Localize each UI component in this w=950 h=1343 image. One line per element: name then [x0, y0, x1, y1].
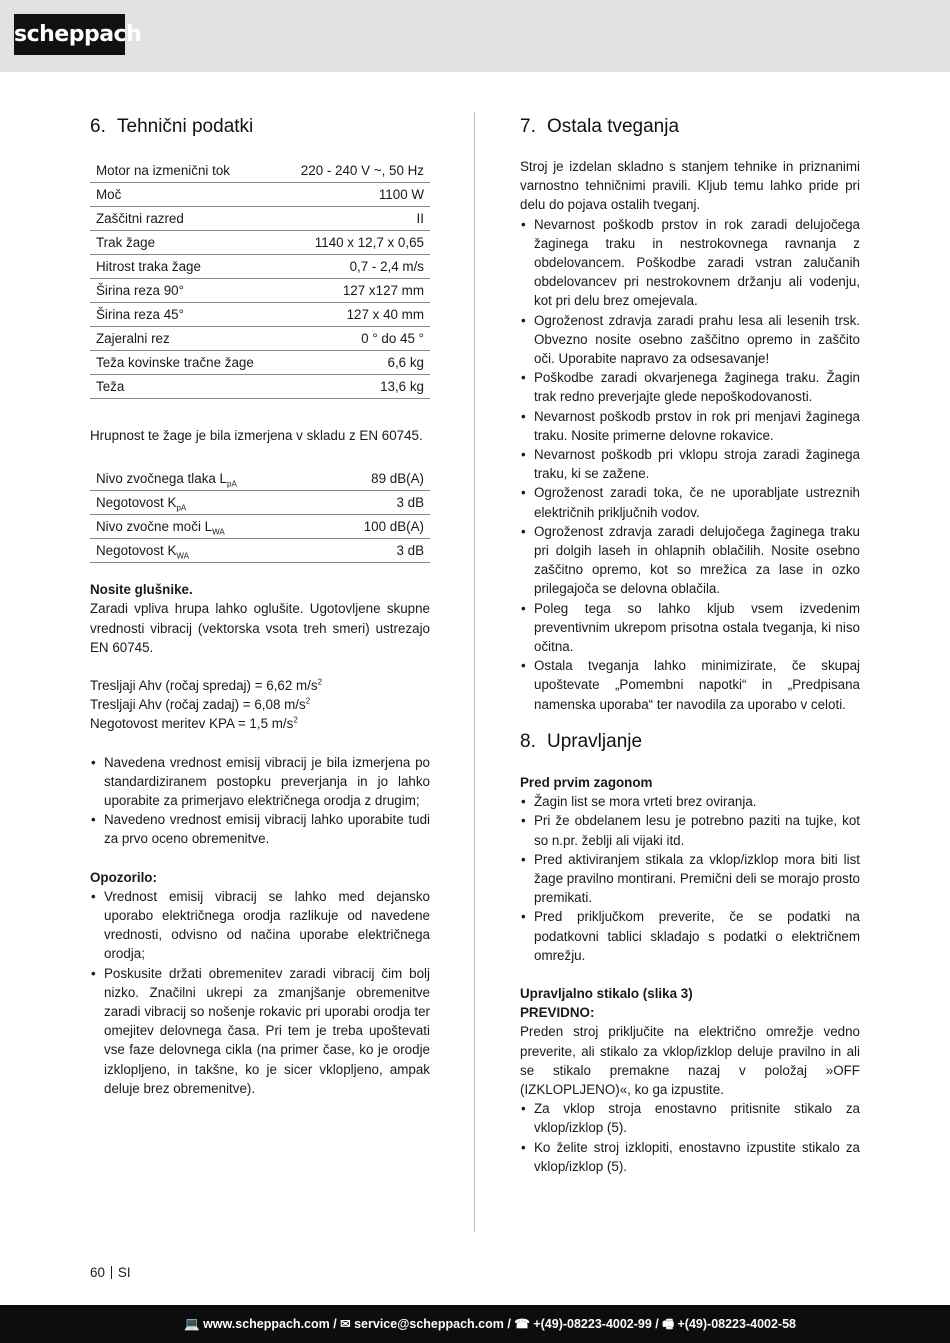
list-item: • Nevarnost poškodb pri vklopu stroja zaradi žaginega traku, ki se zažene.	[520, 445, 860, 483]
spec-label: Širina reza 90°	[90, 279, 279, 303]
noise-table	[90, 467, 430, 563]
switch-list	[520, 1099, 860, 1176]
spec-label: Trak žage	[90, 231, 279, 255]
table-row	[90, 207, 430, 231]
noise-value: 100 dB(A)	[321, 515, 430, 539]
table-row	[90, 231, 430, 255]
table-row	[90, 183, 430, 207]
table-row	[90, 467, 430, 491]
section-8-heading: 8. Upravljanje	[520, 730, 643, 752]
section-6-heading: 6. Tehnični podatki	[90, 116, 254, 137]
list-item: • Ogroženost zdravja zaradi delujočega žaginega traku pri dolgih laseh in ohlapnih oblačilih. Nosite osebno zaščitno opremo, kot so mrežica za lase in ozko prilegajoča se delovna oblačila.	[520, 522, 860, 599]
spec-value: 127 x127 mm	[279, 279, 430, 303]
list-item: • Nevarnost poškodb prstov in rok pri menjavi žaginega traku. Nosite primerne delovne rokavice.	[520, 407, 860, 445]
header-band	[0, 0, 950, 72]
risks-intro: Stroj je izdelan skladno s stanjem tehnike in priznanimi varnostno tehničnimi pravili. Kljub temu lahko pride pri delu do pojava ostalih tveganj.	[520, 159, 860, 213]
vibration-uncertainty: Negotovost meritev KPA = 1,5 $m/s^2$	[90, 715, 298, 732]
spec-value: 1140 x 12,7 x 0,65	[279, 231, 430, 255]
vibration-notes-list	[90, 753, 430, 849]
spec-value: 6,6 kg	[279, 351, 430, 375]
risks-list	[520, 215, 860, 714]
first-start-title: Pred prvim zagonom	[520, 774, 653, 790]
noise-label: Negotovost $K_{pA}$	[90, 491, 321, 515]
table-row	[90, 279, 430, 303]
column-divider	[474, 112, 475, 1232]
list-item: • Žagin list se mora vrteti brez oviranja.	[520, 792, 860, 811]
spec-value: 0 ° do 45 °	[279, 327, 430, 351]
list-item: • Poskusite držati obremenitev zaradi vibracij čim bolj nizko. Značilni ukrepi za zmanjšanje obremenitve zaradi vibracij so nošenje rokavic pri uporabi orodja ter omejitev delovnega časa. Pri tem je treba upoštevati vse faze delovnega cikla (na primer čase, ko je orodje izklopljeno, in takšne, ko je sicer vklopljeno, ampak deluje brez obremenitve).	[90, 964, 430, 1098]
table-row	[90, 303, 430, 327]
first-start-list	[520, 792, 860, 965]
spec-value: II	[279, 207, 430, 231]
ear-protection-text: Zaradi vpliva hrupa lahko oglušite. Ugotovljene skupne vrednosti vibracij (vektorska vsota treh smeri) ustrezajo EN 60745.	[90, 601, 430, 655]
warning-title: Opozorilo:	[90, 869, 157, 885]
noise-value: 3 dB	[321, 491, 430, 515]
list-item: • Navedeno vrednost emisij vibracij lahko uporabite tudi za prvo oceno obremenitve.	[90, 810, 430, 848]
table-row	[90, 351, 430, 375]
noise-label: Nivo zvočnega tlaka $L_{pA}$	[90, 467, 321, 491]
list-item: • Ogroženost zaradi toka, če ne uporabljate ustreznih električnih priključnih vodov.	[520, 483, 860, 521]
spec-value: 0,7 - 2,4 m/s	[279, 255, 430, 279]
spec-label: Teža kovinske tračne žage	[90, 351, 279, 375]
spec-value: 1100 W	[279, 183, 430, 207]
list-item: • Ko želite stroj izklopiti, enostavno izpustite stikalo za vklop/izklop (5).	[520, 1138, 860, 1176]
noise-value: 3 dB	[321, 539, 430, 563]
caution-title: PREVIDNO:	[520, 1005, 595, 1021]
table-row	[90, 515, 430, 539]
list-item: • Poškodbe zaradi okvarjenega žaginega traku. Žagin trak redno preverjajte glede nepoškodovanosti.	[520, 368, 860, 406]
spec-label: Širina reza 45°	[90, 303, 279, 327]
spec-label: Teža	[90, 375, 279, 399]
table-row	[90, 539, 430, 563]
vibration-rear: Tresljaji Ahv (ročaj zadaj) = 6,08 $m/s^2$	[90, 696, 311, 713]
table-row	[90, 159, 430, 183]
footer-contact-bar: 💻 www.scheppach.com / ✉ service@scheppach.com / ☎ +(49)-08223-4002-99 / 🖷 +(49)-08223-4002-58	[0, 1305, 950, 1343]
list-item: • Vrednost emisij vibracij se lahko med dejansko uporabo električnega orodja razlikuje od navedene vrednosti, odvisno od načina uporabe električnega orodja;	[90, 887, 430, 964]
tech-specs-table	[90, 159, 430, 399]
spec-value: 13,6 kg	[279, 375, 430, 399]
spec-label: Moč	[90, 183, 279, 207]
list-item: • Pred aktiviranjem stikala za vklop/izklop mora biti list žage pravilno montirani. Premični deli se morajo prosto premikati.	[520, 850, 860, 908]
list-item: • Pri že obdelanem lesu je potrebno paziti na tujke, kot so n.pr. žeblji ali vijaki itd.	[520, 811, 860, 849]
noise-label: Nivo zvočne moči $L_{WA}$	[90, 515, 321, 539]
noise-value: 89 dB(A)	[321, 467, 430, 491]
list-item: • Ogroženost zdravja zaradi prahu lesa ali lesenih trsk. Obvezno nosite osebno zaščitno opremo in zaščito oči. Uporabite napravo za odsesavanje!	[520, 311, 860, 369]
left-column	[90, 112, 430, 1098]
switch-title: Upravljalno stikalo (slika 3)	[520, 985, 693, 1001]
list-item: • Nevarnost poškodb prstov in rok zaradi delujočega žaginega traku in nestrokovnega ravnanja z obdelovancem. Poškodbe zaradi vstran zalučanih obdelovancev pri nestrokovnem držanju ali vodenju, kot pri delu brez omejevala.	[520, 215, 860, 311]
list-item: • Za vklop stroja enostavno pritisnite stikalo za vklop/izklop (5).	[520, 1099, 860, 1137]
table-row	[90, 491, 430, 515]
list-item: • Pred priključkom preverite, če se podatki na podatkovni tablici skladajo s podatki o električnem omrežju.	[520, 907, 860, 965]
spec-value: 220 - 240 V ~, 50 Hz	[279, 159, 430, 183]
list-item: • Poleg tega so lahko kljub vsem izvedenim preventivnim ukrepom prisotna ostala tveganja, ki niso očitna.	[520, 599, 860, 657]
spec-value: 127 x 40 mm	[279, 303, 430, 327]
right-column	[520, 112, 860, 1176]
table-row	[90, 375, 430, 399]
spec-label: Motor na izmenični tok	[90, 159, 279, 183]
noise-label: Negotovost $K_{WA}$	[90, 539, 321, 563]
list-item: • Navedena vrednost emisij vibracij je bila izmerjena po standardiziranem postopku preverjanja in jo lahko uporabite za primerjavo električnega orodja z drugim;	[90, 753, 430, 811]
spec-label: Zaščitni razred	[90, 207, 279, 231]
ear-protection-title: Nosite glušnike.	[90, 582, 193, 598]
table-row	[90, 327, 430, 351]
warning-list	[90, 887, 430, 1098]
brand-logo: scheppach	[14, 14, 125, 55]
section-7-heading: 7. Ostala tveganja	[520, 116, 680, 137]
noise-intro: Hrupnost te žage je bila izmerjena v skladu z EN 60745.	[90, 428, 423, 443]
spec-label: Zajeralni rez	[90, 327, 279, 351]
spec-label: Hitrost traka žage	[90, 255, 279, 279]
vibration-front: Tresljaji Ahv (ročaj spredaj) = 6,62 $m/s^2$	[90, 677, 323, 694]
page-number: 60 SI	[90, 1265, 131, 1280]
table-row	[90, 255, 430, 279]
caution-text: Preden stroj priključite na električno omrežje vedno preverite, ali stikalo za vklop/izklop deluje pravilno in ali se stikalo premakne nazaj v položaj »OFF (IZKLOPLJENO)«, ko ga izpustite.	[520, 1024, 860, 1097]
list-item: • Ostala tveganja lahko minimizirate, če skupaj upoštevate „Pomembni napotki“ in „Predpisana namenska uporaba“ ter navodila za uporabo v celoti.	[520, 656, 860, 714]
